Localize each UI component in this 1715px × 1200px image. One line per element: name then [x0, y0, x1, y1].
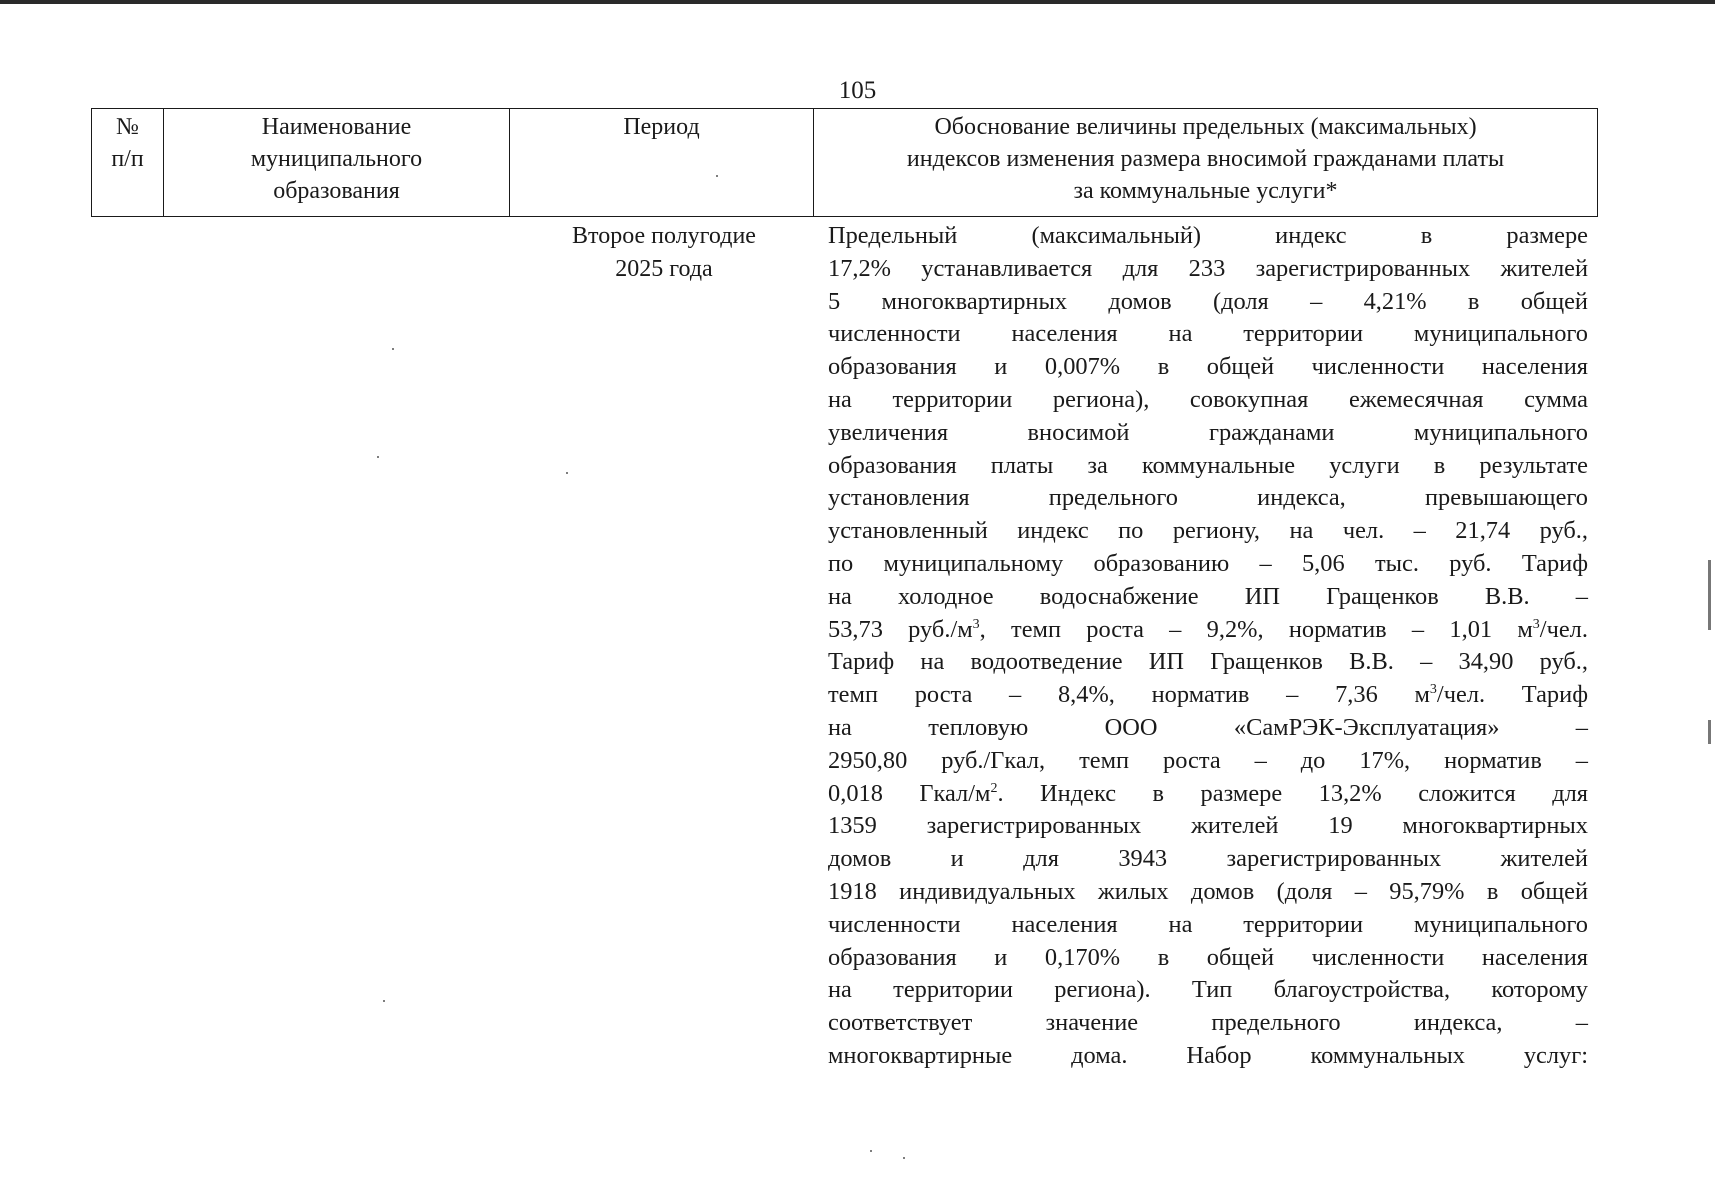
scan-speck: [392, 348, 394, 350]
header-period-label: Период: [623, 114, 700, 140]
justification-line: численности населения на территории муниципального: [828, 320, 1588, 348]
justification-line: установления предельного индекса, превышающего: [828, 484, 1588, 512]
scan-speck: [383, 1000, 385, 1002]
header-municipality-line2: муниципального: [250, 146, 423, 172]
scan-speck: [377, 456, 379, 458]
scan-speck: [716, 175, 718, 177]
header-number-line2: п/п: [111, 146, 144, 172]
justification-line: образования и 0,007% в общей численности населения: [828, 353, 1588, 381]
justification-line: увеличения вносимой гражданами муниципального: [828, 418, 1588, 446]
justification-line: по муниципальному образованию – 5,06 тыс. руб. Тариф: [828, 549, 1588, 577]
scan-speck: [566, 472, 568, 474]
period-cell: [512, 220, 816, 286]
period-line2: 2025 года: [615, 256, 713, 282]
justification-line: численности населения на территории муниципального: [828, 910, 1588, 938]
justification-line: 17,2% устанавливается для 233 зарегистрированных жителей: [828, 254, 1588, 282]
scan-edge-mark: [1708, 560, 1711, 630]
header-period-cell: [510, 109, 814, 217]
header-justification-line2: индексов изменения размера вносимой гражданами платы: [906, 146, 1505, 172]
justification-line: 53,73 $руб./м^3$, темп роста – 9,2%, норматив – 1,01 $м^3$/чел.: [828, 615, 1588, 643]
justification-line: установленный индекс по региону, на чел. – 21,74 руб.,: [828, 517, 1588, 545]
justification-line: на территории региона). Тип благоустройства, которому: [828, 976, 1588, 1004]
scan-speck: [870, 1150, 872, 1152]
header-justification-cell: [814, 109, 1598, 217]
justification-text: [828, 220, 1588, 1073]
justification-line: 0,018 Гкал/$м^2$. Индекс в размере 13,2% сложится для: [828, 779, 1589, 807]
justification-line: образования платы за коммунальные услуги в результате: [828, 451, 1588, 479]
page-number: 105: [838, 77, 877, 104]
justification-line: темп роста – 8,4%, норматив – 7,36 $м^3$/чел. Тариф: [828, 681, 1588, 709]
justification-line: Тариф на водоотведение ИП Гращенков В.В. – 34,90 руб.,: [828, 648, 1588, 676]
justification-line: 2950,80 руб./Гкал, темп роста – до 17%, норматив –: [828, 746, 1588, 774]
justification-line: 1918 индивидуальных жилых домов (доля – 95,79% в общей: [828, 877, 1588, 905]
justification-line: домов и для 3943 зарегистрированных жителей: [828, 845, 1588, 873]
period-line1: Второе полугодие: [572, 223, 756, 249]
header-justification-line3: за коммунальные услуги*: [1073, 178, 1338, 204]
justification-line: Предельный (максимальный) индекс в размере: [828, 222, 1588, 249]
scan-edge-mark: [1708, 720, 1711, 744]
justification-line: на холодное водоснабжение ИП Гращенков В.В. –: [828, 582, 1588, 610]
scan-speck: [903, 1157, 905, 1159]
justification-line: многоквартирные дома. Набор коммунальных услуг:: [828, 1041, 1588, 1069]
justification-line: на тепловую ООО «СамРЭК-Эксплуатация» –: [828, 713, 1588, 741]
table-header: [91, 108, 1598, 217]
header-municipality-line3: образования: [273, 178, 400, 204]
justification-line: 5 многоквартирных домов (доля – 4,21% в общей: [828, 287, 1588, 315]
header-number-cell: [92, 109, 164, 217]
justification-line: соответствует значение предельного индекса, –: [828, 1009, 1588, 1037]
justification-line: на территории региона), совокупная ежемесячная сумма: [828, 385, 1588, 413]
header-justification-line1: Обоснование величины предельных (максимальных): [934, 114, 1477, 140]
header-municipality-cell: [164, 109, 510, 217]
justification-line: 1359 зарегистрированных жителей 19 многоквартирных: [828, 812, 1588, 840]
header-municipality-line1: Наименование: [261, 114, 412, 140]
scan-top-border: [0, 0, 1715, 4]
justification-line: образования и 0,170% в общей численности населения: [828, 943, 1588, 971]
header-number-line1: №: [116, 114, 139, 140]
